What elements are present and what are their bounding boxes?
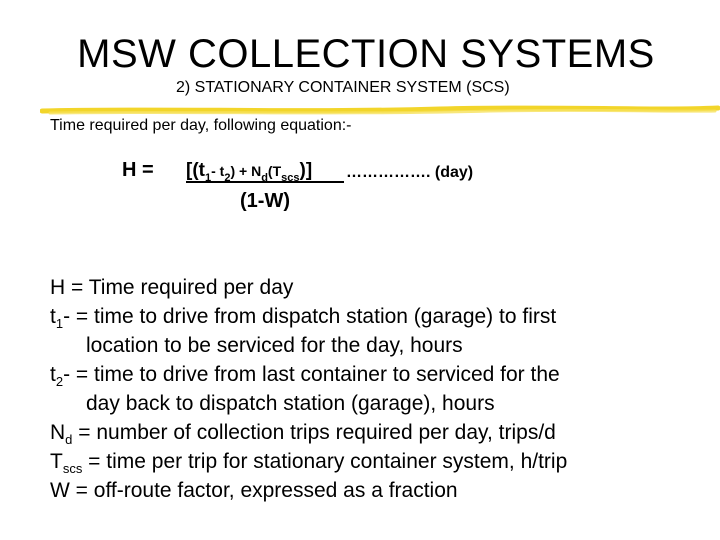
lead-text: Time required per day, following equation:- xyxy=(50,117,352,134)
fraction-bar xyxy=(186,181,344,183)
definition-t2: $t_2-$ = time to drive from last container to serviced for the xyxy=(50,363,560,390)
definition-nd: $N_d$ = number of collection trips required per day, trips/d xyxy=(50,421,556,448)
definition-w: W = off-route factor, expressed as a fraction xyxy=(50,479,458,502)
slide-title: MSW COLLECTION SYSTEMS xyxy=(77,32,655,76)
equation-denominator: (1-W) xyxy=(240,190,290,212)
equation-unit: ……………. (day) xyxy=(346,164,474,181)
definition-tscs: $T_{scs}$ = time per trip for stationary container system, h/trip xyxy=(50,450,568,477)
definition-t2-cont: day back to dispatch station (garage), hours xyxy=(86,392,495,415)
definition-t1-cont: location to be serviced for the day, hours xyxy=(86,334,463,357)
definition-t1: $t_1-$ = time to drive from dispatch station (garage) to first xyxy=(50,305,557,332)
highlighter-rule xyxy=(40,102,720,118)
equation-numerator: [($t_1-$ $t_2) + N_d(T_{scs})$] xyxy=(186,160,313,184)
definition-h: H = Time required per day xyxy=(50,276,294,299)
equation-lhs: H = xyxy=(122,159,154,181)
slide-subtitle: 2) STATIONARY CONTAINER SYSTEM (SCS) xyxy=(176,79,510,96)
